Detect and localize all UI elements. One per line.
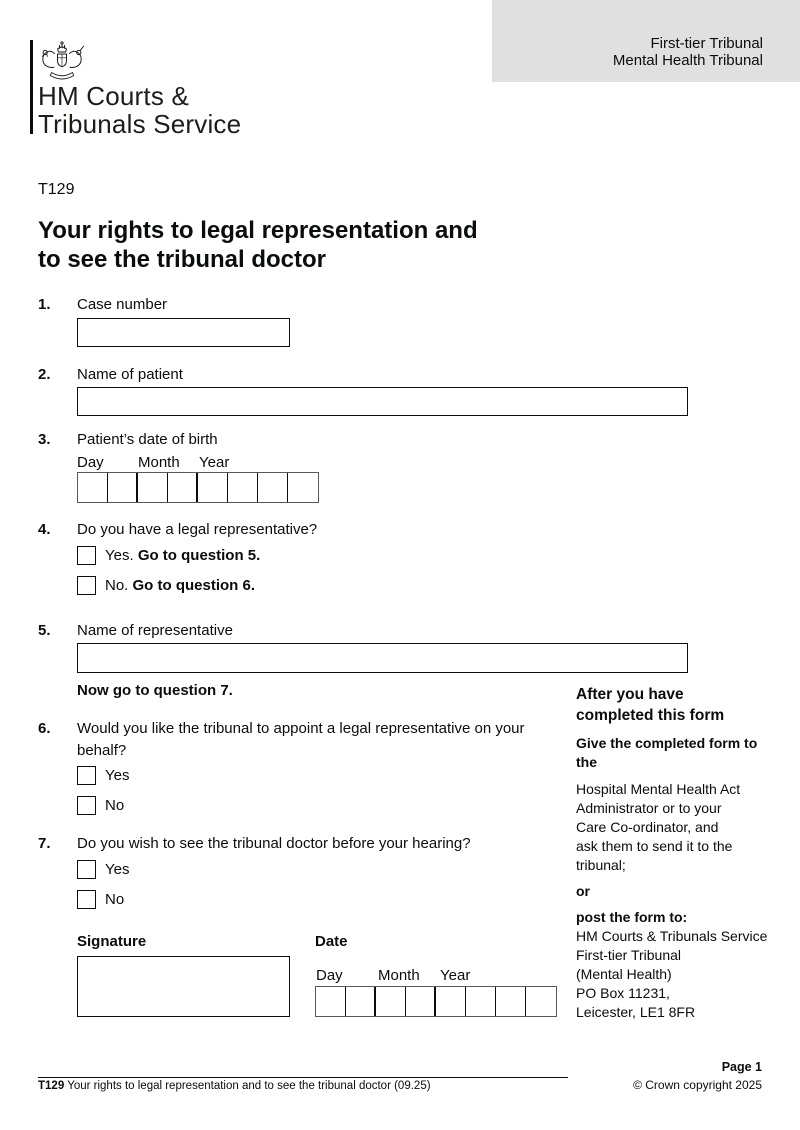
sidebar-body-line: Administrator or to your bbox=[576, 800, 722, 816]
dob-year-label: Year bbox=[199, 454, 230, 471]
date-month-cell-2[interactable] bbox=[406, 987, 436, 1016]
footer-divider bbox=[38, 1077, 568, 1078]
title-line1: Your rights to legal representation and bbox=[38, 217, 478, 244]
dob-year-cell-4[interactable] bbox=[288, 473, 318, 502]
representative-name-input[interactable] bbox=[77, 643, 688, 673]
footer-form-title: Your rights to legal representation and to see the tribunal doctor (09.25) bbox=[64, 1080, 431, 1092]
date-year-cell-2[interactable] bbox=[466, 987, 496, 1016]
sidebar-post-heading: post the form to: bbox=[576, 909, 688, 925]
signature-box[interactable] bbox=[77, 956, 290, 1017]
page-title bbox=[38, 216, 478, 274]
footer-form-reference bbox=[38, 1080, 431, 1092]
sidebar-give-heading: Give the completed form to the bbox=[576, 735, 758, 770]
dob-year-cell-1[interactable] bbox=[198, 473, 228, 502]
q4-no-row bbox=[77, 576, 255, 595]
q4-yes-checkbox[interactable] bbox=[77, 546, 96, 565]
q4-no-checkbox[interactable] bbox=[77, 576, 96, 595]
page-number: Page 1 bbox=[721, 1060, 762, 1074]
sidebar-address bbox=[576, 927, 776, 1022]
sidebar-address-line: Leicester, LE1 8FR bbox=[576, 1004, 696, 1020]
q6-number: 6. bbox=[38, 720, 51, 737]
hmcts-logo-text bbox=[38, 82, 241, 138]
q5-note: Now go to question 7. bbox=[77, 682, 233, 699]
tribunal-line1: First-tier Tribunal bbox=[650, 35, 763, 52]
q7-label: Do you wish to see the tribunal doctor before your hearing? bbox=[77, 835, 471, 852]
q7-no-label: No bbox=[105, 891, 125, 908]
sidebar-body-line: Hospital Mental Health Act bbox=[576, 781, 741, 797]
q7-yes-label: Yes bbox=[105, 861, 130, 878]
dob-day-cell-1[interactable] bbox=[78, 473, 108, 502]
logo-line2: Tribunals Service bbox=[38, 109, 242, 139]
q6-no-row bbox=[77, 796, 124, 815]
crown-copyright: © Crown copyright 2025 bbox=[633, 1078, 762, 1092]
tribunal-line2: Mental Health Tribunal bbox=[612, 52, 763, 69]
sidebar-body-line: tribunal; bbox=[576, 857, 626, 873]
q5-label: Name of representative bbox=[77, 622, 233, 639]
q7-yes-row bbox=[77, 860, 129, 879]
sidebar-heading: After you have completed this form bbox=[576, 686, 725, 724]
royal-coat-of-arms-icon bbox=[38, 41, 86, 86]
q4-no-prefix: No. bbox=[105, 577, 133, 594]
date-day-cell-2[interactable] bbox=[346, 987, 376, 1016]
q2-number: 2. bbox=[38, 366, 51, 383]
dob-month-label: Month bbox=[138, 454, 180, 471]
date-month-label: Month bbox=[378, 967, 420, 984]
q6-yes-row bbox=[77, 766, 129, 785]
dob-day-label: Day bbox=[77, 454, 104, 471]
q7-number: 7. bbox=[38, 835, 51, 852]
date-year-label: Year bbox=[440, 967, 471, 984]
date-label: Date bbox=[315, 933, 348, 950]
q4-no-label bbox=[105, 577, 255, 594]
dob-cell-row bbox=[77, 472, 319, 503]
q6-label: Would you like the tribunal to appoint a legal representative on your behalf? bbox=[77, 720, 525, 759]
q4-number: 4. bbox=[38, 521, 51, 538]
sidebar-body-line: Care Co-ordinator, and bbox=[576, 819, 719, 835]
sidebar-address-line: (Mental Health) bbox=[576, 966, 672, 982]
dob-month-cell-2[interactable] bbox=[168, 473, 198, 502]
case-number-input[interactable] bbox=[77, 318, 290, 347]
q2-label: Name of patient bbox=[77, 366, 183, 383]
q4-no-goto: Go to question 6. bbox=[132, 577, 256, 594]
q4-label: Do you have a legal representative? bbox=[77, 521, 318, 538]
q4-yes-goto: Go to question 5. bbox=[137, 547, 261, 564]
sidebar-address-line: PO Box 11231, bbox=[576, 985, 670, 1001]
q7-no-row bbox=[77, 890, 124, 909]
q4-yes-prefix: Yes. bbox=[105, 547, 138, 564]
footer-form-number: T129 bbox=[38, 1080, 65, 1092]
q6-yes-checkbox[interactable] bbox=[77, 766, 96, 785]
sidebar-address-line: HM Courts & Tribunals Service bbox=[576, 928, 768, 944]
date-year-cell-4[interactable] bbox=[526, 987, 556, 1016]
q5-number: 5. bbox=[38, 622, 51, 639]
q4-yes-label bbox=[105, 547, 260, 564]
signature-label: Signature bbox=[77, 933, 147, 950]
dob-year-cell-3[interactable] bbox=[258, 473, 288, 502]
q7-no-checkbox[interactable] bbox=[77, 890, 96, 909]
date-cell-row bbox=[315, 986, 557, 1017]
footer-right bbox=[542, 1060, 762, 1092]
q6-no-label: No bbox=[105, 797, 125, 814]
date-year-cell-3[interactable] bbox=[496, 987, 526, 1016]
q7-yes-checkbox[interactable] bbox=[77, 860, 96, 879]
title-line2: to see the tribunal doctor bbox=[38, 246, 327, 273]
date-month-cell-1[interactable] bbox=[376, 987, 406, 1016]
dob-month-cell-1[interactable] bbox=[138, 473, 168, 502]
q4-yes-row bbox=[77, 546, 260, 565]
sidebar-address-line: First-tier Tribunal bbox=[576, 947, 682, 963]
dob-year-cell-2[interactable] bbox=[228, 473, 258, 502]
q6-no-checkbox[interactable] bbox=[77, 796, 96, 815]
after-completed-sidebar bbox=[576, 684, 776, 1022]
tribunal-header-box bbox=[492, 0, 800, 82]
sidebar-body-line: ask them to send it to the bbox=[576, 838, 733, 854]
date-year-cell-1[interactable] bbox=[436, 987, 466, 1016]
q1-label: Case number bbox=[77, 296, 168, 313]
dob-day-cell-2[interactable] bbox=[108, 473, 138, 502]
logo-line1: HM Courts & bbox=[38, 81, 190, 111]
date-day-cell-1[interactable] bbox=[316, 987, 346, 1016]
sidebar-body bbox=[576, 780, 776, 875]
sidebar-or: or bbox=[576, 883, 590, 899]
date-day-label: Day bbox=[316, 967, 343, 984]
logo-vertical-bar bbox=[30, 40, 33, 134]
q3-label: Patient’s date of birth bbox=[77, 431, 218, 448]
form-number: T129 bbox=[38, 181, 75, 198]
patient-name-input[interactable] bbox=[77, 387, 688, 416]
q6-yes-label: Yes bbox=[105, 767, 130, 784]
q3-number: 3. bbox=[38, 431, 51, 448]
q1-number: 1. bbox=[38, 296, 51, 313]
